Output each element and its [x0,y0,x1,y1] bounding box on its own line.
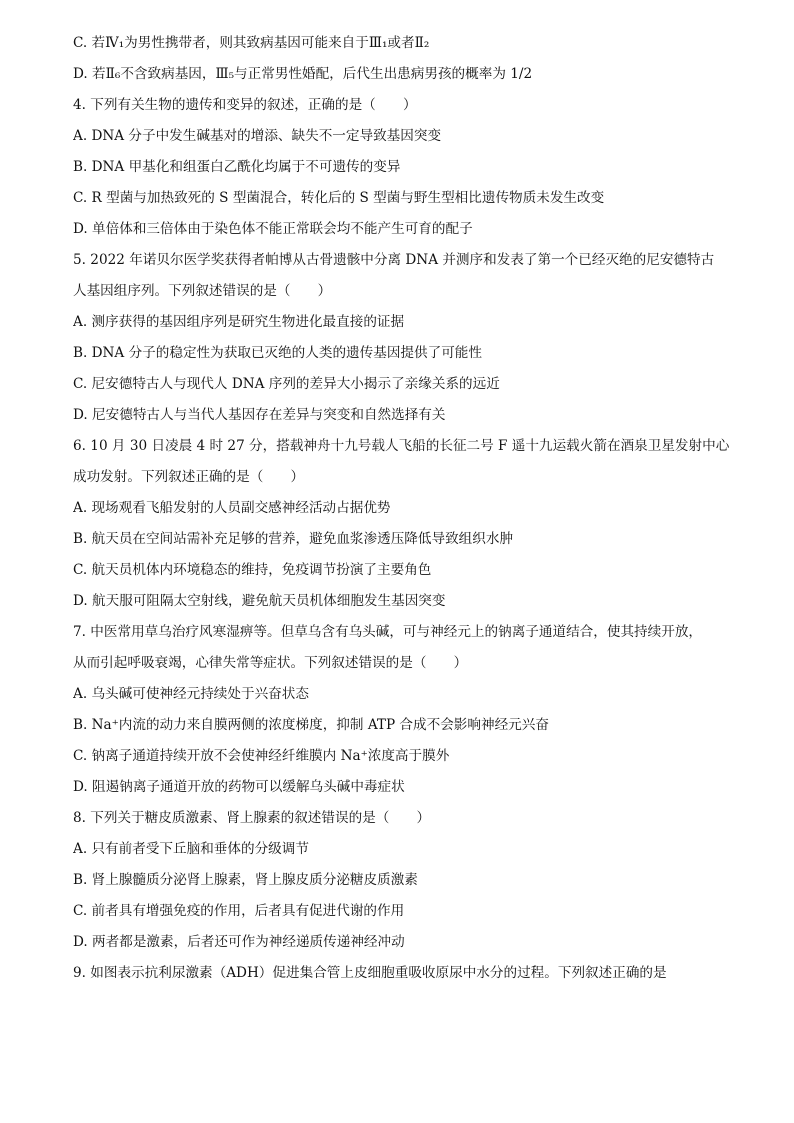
option-line: B. DNA 分子的稳定性为获取已灭绝的人类的遗传基因提供了可能性 [73,345,482,361]
option-line: C. 前者具有增强免疫的作用，后者具有促进代谢的作用 [73,903,405,919]
question-stem: 8. 下列关于糖皮质激素、肾上腺素的叙述错误的是（ ） [73,810,431,826]
question-stem-continued: 人基因组序列。下列叙述错误的是（ ） [73,283,332,299]
option-line: A. DNA 分子中发生碱基对的增添、缺失不一定导致基因突变 [73,128,442,144]
option-line: C. 若Ⅳ₁为男性携带者，则其致病基因可能来自于Ⅲ₁或者Ⅱ₂ [73,35,430,51]
option-line: B. 肾上腺髓质分泌肾上腺素，肾上腺皮质分泌糖皮质激素 [73,872,418,888]
option-line: B. 航天员在空间站需补充足够的营养，避免血浆渗透压降低导致组织水肿 [73,531,514,547]
option-line: D. 单倍体和三倍体由于染色体不能正常联会均不能产生可育的配子 [73,221,473,237]
option-line: D. 阻遏钠离子通道开放的药物可以缓解乌头碱中毒症状 [73,779,405,795]
question-stem: 5. 2022 年诺贝尔医学奖获得者帕博从古骨遗骸中分离 DNA 并测序和发表了第一个已经灭绝的尼安德特古 [73,252,715,268]
question-stem-continued: 从而引起呼吸衰竭，心律失常等症状。下列叙述错误的是（ ） [73,655,468,671]
option-line: C. R 型菌与加热致死的 S 型菌混合，转化后的 S 型菌与野生型相比遗传物质未发生改变 [73,190,605,206]
option-line: A. 测序获得的基因组序列是研究生物进化最直接的证据 [73,314,405,330]
question-stem: 7. 中医常用草乌治疗风寒湿痹等。但草乌含有乌头碱，可与神经元上的钠离子通道结合，使其持续开放， [73,624,703,640]
option-line: A. 现场观看飞船发射的人员副交感神经活动占据优势 [73,500,391,516]
question-stem: 6. 10 月 30 日凌晨 4 时 27 分，搭载神舟十九号载人飞船的长征二号 F 遥十九运载火箭在酒泉卫星发射中心 [73,438,730,454]
question-stem: 4. 下列有关生物的遗传和变异的叙述，正确的是（ ） [73,97,417,113]
option-line: C. 航天员机体内环境稳态的维持，免疫调节扮演了主要角色 [73,562,432,578]
option-line: C. 尼安德特古人与现代人 DNA 序列的差异大小揭示了亲缘关系的远近 [73,376,500,392]
option-line: D. 尼安德特古人与当代人基因存在差异与突变和自然选择有关 [73,407,446,423]
option-line: B. Na⁺内流的动力来自膜两侧的浓度梯度，抑制 ATP 合成不会影响神经元兴奋 [73,717,549,733]
option-line: A. 只有前者受下丘脑和垂体的分级调节 [73,841,309,857]
option-line: C. 钠离子通道持续开放不会使神经纤维膜内 Na⁺浓度高于膜外 [73,748,450,764]
option-line: D. 若Ⅱ₆不含致病基因，Ⅲ₅与正常男性婚配，后代生出患病男孩的概率为 1/2 [73,66,533,82]
question-stem: 9. 如图表示抗利尿激素（ADH）促进集合管上皮细胞重吸收原尿中水分的过程。下列叙述正确的是 [73,965,667,981]
option-line: D. 航天服可阻隔太空射线，避免航天员机体细胞发生基因突变 [73,593,446,609]
option-line: B. DNA 甲基化和组蛋白乙酰化均属于不可遗传的变异 [73,159,401,175]
option-line: A. 乌头碱可使神经元持续处于兴奋状态 [73,686,309,702]
question-stem-continued: 成功发射。下列叙述正确的是（ ） [73,469,305,485]
option-line: D. 两者都是激素，后者还可作为神经递质传递神经冲动 [73,934,405,950]
